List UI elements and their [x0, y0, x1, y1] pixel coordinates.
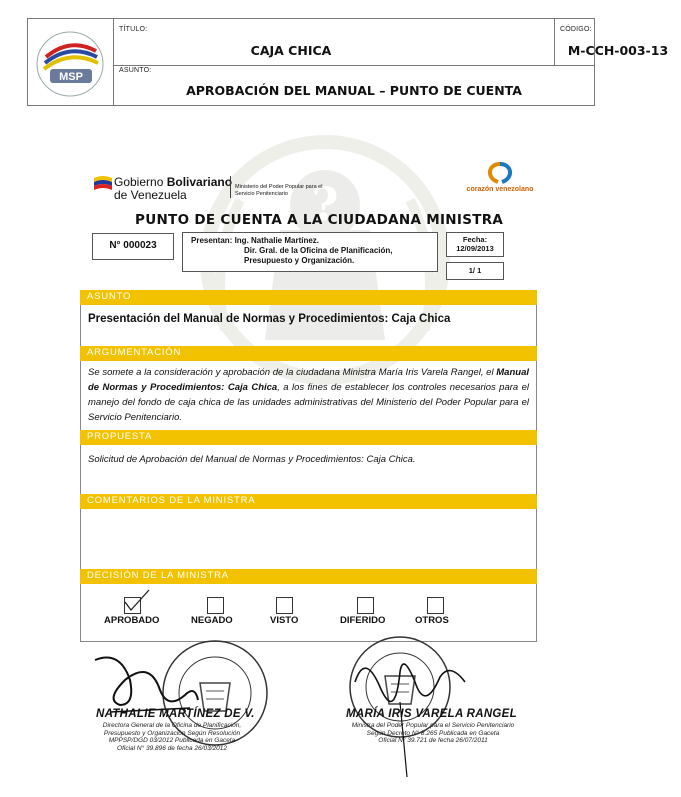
negado-label: NEGADO — [191, 615, 233, 626]
gov-line1 — [114, 175, 232, 189]
presenter-box — [182, 232, 438, 272]
propuesta-bar — [80, 430, 537, 445]
right-title-2: Según Decreto N° 8.265 Publicada en Gaceta — [366, 729, 500, 737]
decision-section — [80, 584, 537, 642]
asunto-label: ASUNTO: — [119, 67, 152, 74]
codigo-value: M-CCH-003-13 — [567, 43, 669, 58]
right-title-3: Oficial N° 39.721 de fecha 26/07/2011 — [378, 737, 488, 744]
decision-bar-label: DECISIÓN DE LA MINISTRA — [87, 570, 229, 581]
logo-text: MSP — [59, 71, 83, 83]
left-title-2: Presupuesto y Organización Según Resolución — [103, 729, 241, 737]
titulo-label: TÍTULO: — [119, 26, 148, 33]
otros-checkbox[interactable] — [427, 597, 444, 614]
argumentacion-post: , a los fines de establecer los controles necesarios para el manejo del fondo de caja chica de las unidades administrativas del Ministerio del Poder Popular para el Servicio Penitenciario. — [88, 382, 529, 423]
comentarios-bar-label: COMENTARIOS DE LA MINISTRA — [87, 495, 256, 506]
asunto-section — [80, 305, 537, 346]
comentarios-section — [80, 509, 537, 569]
form-number: N° 000023 — [109, 240, 157, 251]
fecha-value: 12/09/2013 — [456, 244, 494, 253]
aprobado-label: APROBADO — [104, 615, 160, 626]
codigo-cell — [554, 19, 681, 65]
presenter-line1: Presentan: Ing. Nathalie Martínez. — [191, 236, 320, 245]
right-title-1: Ministra del Poder Popular para el Servicio Penitenciario — [351, 722, 515, 729]
left-signer-name: NATHALIE MARTÍNEZ DE V. — [96, 708, 255, 720]
asunto-bar-label: ASUNTO — [87, 291, 132, 302]
titulo-value: CAJA CHICA — [250, 43, 332, 58]
argumentacion-bar-label: ARGUMENTACIÓN — [87, 347, 182, 358]
argumentacion-pre: Se somete a la consideración y aprobación de la ciudadana Ministra María Iris Varela Rangel, el — [88, 367, 497, 378]
presenter-line3: Presupuesto y Organización. — [244, 256, 355, 265]
visto-checkbox[interactable] — [276, 597, 293, 614]
form-title: PUNTO DE CUENTA A LA CIUDADANA MINISTRA — [135, 212, 504, 228]
left-title-1: Directora General de la Oficina de Planificación, — [102, 722, 242, 729]
diferido-checkbox[interactable] — [357, 597, 374, 614]
propuesta-text: Solicitud de Aprobación del Manual de Normas y Procedimientos: Caja Chica. — [88, 454, 416, 465]
argumentacion-section — [80, 361, 537, 430]
aprobado-checkbox[interactable] — [124, 597, 141, 614]
right-signer-title — [338, 722, 528, 745]
page-number: 1/ 1 — [468, 266, 482, 275]
document-header — [27, 18, 669, 106]
diferido-label: DIFERIDO — [340, 615, 386, 626]
decision-bar — [80, 569, 537, 584]
asunto-value: APROBACIÓN DEL MANUAL – PUNTO DE CUENTA — [186, 83, 522, 98]
propuesta-bar-label: PROPUESTA — [87, 431, 153, 442]
left-title-3: MPPSP/DGD 03/2012 Publicada en Gaceta — [108, 737, 236, 744]
otros-label: OTROS — [415, 615, 449, 626]
title-row — [114, 19, 669, 66]
gov-line1-b: Bolivariano — [166, 175, 233, 189]
codigo-label: CÓDIGO: — [560, 26, 592, 33]
asunto-text: Presentación del Manual de Normas y Procedimientos: Caja Chica — [88, 313, 451, 325]
left-title-4: Oficial N° 39.896 de fecha 26/03/2012 — [117, 744, 227, 752]
corazon-text: corazón venezolano — [466, 186, 534, 193]
left-signer-title — [82, 722, 262, 752]
comentarios-bar — [80, 494, 537, 509]
right-signer-name: MARÍA IRIS VARELA RANGEL — [346, 708, 517, 720]
argumentacion-bold: Manual de Normas y Procedimientos: Caja Chica — [88, 367, 529, 393]
gov-line1-a: Gobierno — [114, 175, 167, 189]
venezuela-flag-icon — [92, 172, 114, 199]
msp-logo — [28, 19, 114, 105]
check-mark-icon — [121, 588, 151, 616]
presenter-line2: Dir. Gral. de la Oficina de Planificación, — [244, 246, 393, 255]
propuesta-section — [80, 445, 537, 494]
visto-label: VISTO — [270, 615, 299, 626]
svg-text:?: ? — [311, 177, 339, 231]
number-box — [92, 233, 174, 260]
ministry-name: Ministerio del Poder Popular para el Servicio Penitenciario — [235, 184, 323, 197]
fecha-label: Fecha: — [462, 235, 488, 244]
page-box — [446, 262, 504, 280]
asunto-bar — [80, 290, 537, 305]
fecha-box — [446, 232, 504, 257]
argumentacion-bar — [80, 346, 537, 361]
gov-line2: de Venezuela — [114, 188, 187, 202]
argumentacion-text — [88, 365, 529, 425]
negado-checkbox[interactable] — [207, 597, 224, 614]
